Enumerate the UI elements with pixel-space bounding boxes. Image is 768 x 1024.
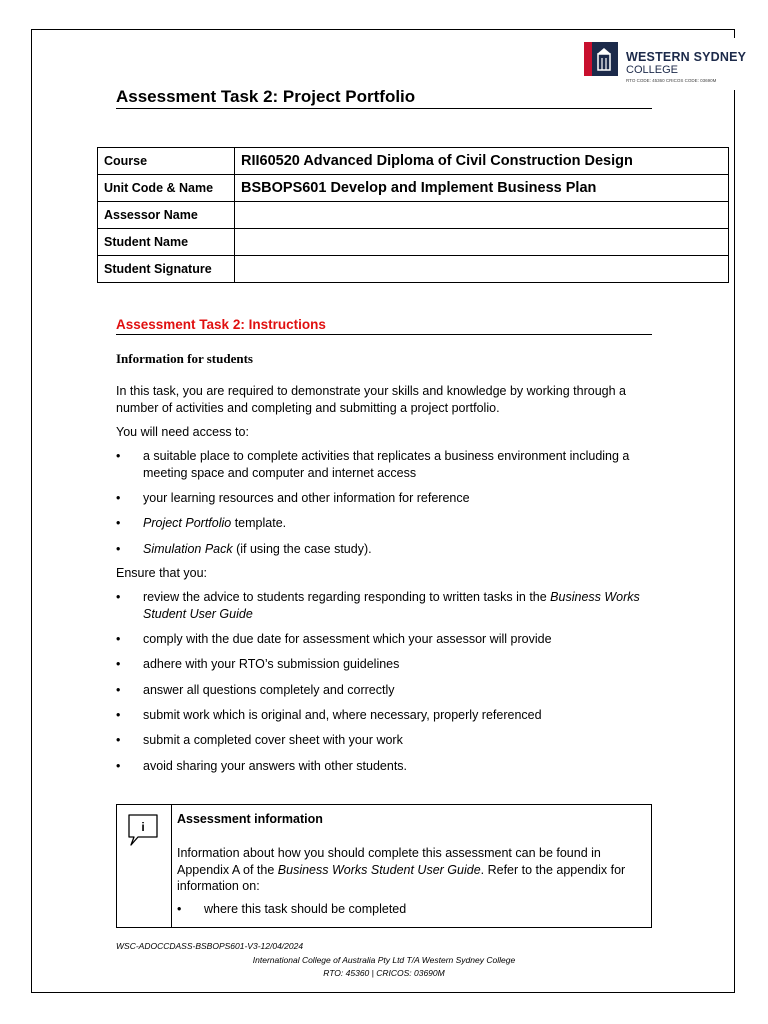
footer-organisation: International College of Australia Pty Ltd T/A Western Sydney College <box>252 955 516 965</box>
bullet-icon: • <box>116 632 121 646</box>
access-lead: You will need access to: <box>116 425 249 439</box>
bullet-icon: • <box>116 516 121 530</box>
assessment-info-text <box>177 845 647 895</box>
table-row <box>98 148 729 175</box>
instructions-heading: Assessment Task 2: Instructions <box>116 317 326 332</box>
bullet-icon: • <box>116 590 121 604</box>
course-info-table <box>97 147 729 283</box>
list-item-italic: Project Portfolio <box>143 516 232 530</box>
table-row <box>98 229 729 256</box>
list-item-text: template. <box>231 516 287 530</box>
list-item-text: a suitable place to complete activities that replicates a business environment including a meeting space and computer and internet access <box>143 449 630 480</box>
instructions-divider <box>116 334 652 335</box>
logo-rto-code: RTO CODE: 45360 CRICOS CODE: 03690M <box>626 78 717 83</box>
box-divider <box>171 805 172 927</box>
list-item-text: your learning resources and other information for reference <box>143 491 470 505</box>
row-label: Student Signature <box>98 256 235 283</box>
document-code: WSC-ADOCCDASS-BSBOPS601-V3-12/04/2024 <box>116 941 304 951</box>
table-row <box>98 256 729 283</box>
intro-paragraph: In this task, you are required to demonstrate your skills and knowledge by working through a number of activities and completing and submitting a project portfolio. <box>116 384 626 415</box>
information-subheading: Information for students <box>116 351 253 366</box>
assessor-name-field[interactable] <box>235 202 729 229</box>
bullet-icon: • <box>177 902 182 916</box>
bullet-icon: • <box>116 733 121 747</box>
bullet-icon: • <box>116 683 121 697</box>
list-item-text: avoid sharing your answers with other students. <box>143 759 408 773</box>
table-row <box>98 202 729 229</box>
row-label: Course <box>98 148 235 175</box>
list-item-text: review the advice to students regarding responding to written tasks in the <box>143 590 551 604</box>
list-item-text: where this task should be completed <box>204 902 407 916</box>
table-row <box>98 175 729 202</box>
ensure-lead: Ensure that you: <box>116 566 208 580</box>
student-signature-field[interactable] <box>235 256 729 283</box>
assessment-info-heading: Assessment information <box>177 812 323 826</box>
list-item-text: comply with the due date for assessment which your assessor will provide <box>143 632 552 646</box>
list-item-italic: Business Works Student User Guide <box>143 590 640 621</box>
bullet-icon: • <box>116 708 121 722</box>
list-item-text: adhere with your RTO’s submission guidelines <box>143 657 400 671</box>
list-item-text: submit a completed cover sheet with your work <box>143 733 403 747</box>
info-text-part: Information about how you should complete this assessment can be found in Appendix A of the <box>177 846 601 877</box>
bullet-icon: • <box>116 759 121 773</box>
bullet-icon: • <box>116 449 121 463</box>
bullet-icon: • <box>116 657 121 671</box>
logo-subtitle: COLLEGE <box>626 64 678 76</box>
bullet-icon: • <box>116 542 121 556</box>
course-value: RII60520 Advanced Diploma of Civil Construction Design <box>235 148 729 175</box>
row-label: Student Name <box>98 229 235 256</box>
speech-bubble-info-icon <box>127 813 159 849</box>
unit-value: BSBOPS601 Develop and Implement Business Plan <box>235 175 729 202</box>
footer-rto: RTO: 45360 | CRICOS: 03690M <box>323 968 445 978</box>
college-logo <box>580 38 747 90</box>
page-title: Assessment Task 2: Project Portfolio <box>116 87 416 106</box>
list-item-text: answer all questions completely and correctly <box>143 683 395 697</box>
list-item-text: submit work which is original and, where necessary, properly referenced <box>143 708 542 722</box>
info-text-italic: Business Works Student User Guide <box>277 862 481 877</box>
bullet-icon: • <box>116 491 121 505</box>
logo-title: WESTERN SYDNEY <box>626 50 747 64</box>
title-divider <box>116 108 652 109</box>
list-item-italic: Simulation Pack <box>143 542 233 556</box>
list-item-text: (if using the case study). <box>232 542 372 556</box>
row-label: Assessor Name <box>98 202 235 229</box>
student-name-field[interactable] <box>235 229 729 256</box>
college-crest-icon <box>584 42 618 76</box>
info-text-part: . Refer to the appendix for information on: <box>177 862 626 893</box>
info-icon-letter: i <box>141 820 145 834</box>
row-label: Unit Code & Name <box>98 175 235 202</box>
